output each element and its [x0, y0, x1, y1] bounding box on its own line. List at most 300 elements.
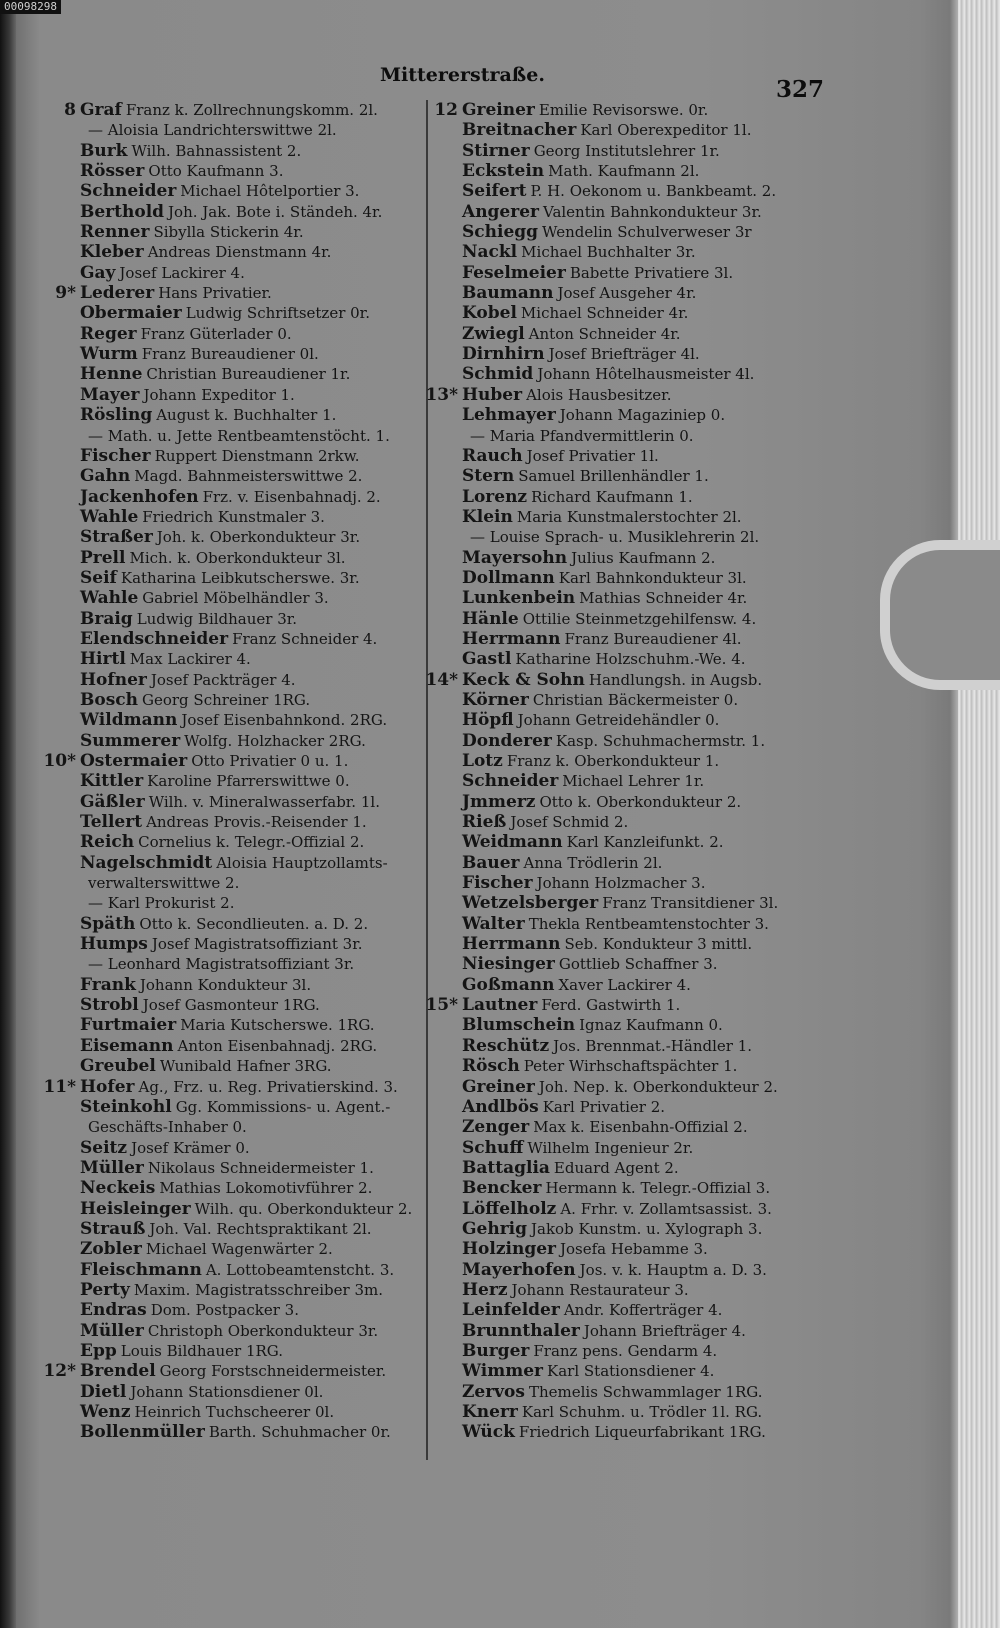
directory-entry — [42, 446, 424, 466]
book-gutter — [0, 0, 16, 1628]
directory-entry — [424, 1077, 804, 1097]
resident-details: Babette Privatiere 3l. — [569, 263, 734, 282]
directory-entry — [424, 283, 804, 303]
directory-entry — [42, 1036, 424, 1056]
directory-entry — [424, 1138, 804, 1158]
resident-surname: Stirner — [462, 140, 530, 161]
resident-details: Karl Stationsdiener 4. — [547, 1362, 715, 1381]
resident-details: Christian Bureaudiener 1r. — [146, 365, 351, 384]
resident-details: Andr. Kofferträger 4. — [563, 1301, 723, 1320]
page-edges — [958, 0, 1000, 1628]
resident-surname: Straßer — [80, 527, 153, 548]
directory-entry — [424, 1199, 804, 1219]
resident-surname: Fischer — [80, 445, 151, 466]
resident-details: Joh. Val. Rechtspraktikant 2l. — [149, 1219, 372, 1238]
resident-details: Hans Privatier. — [158, 284, 272, 303]
directory-entry — [424, 1158, 804, 1178]
directory-entry — [424, 324, 804, 344]
resident-details: Frz. v. Eisenbahnadj. 2. — [202, 487, 381, 506]
resident-surname: Herz — [462, 1279, 508, 1300]
resident-surname: Elendschneider — [80, 628, 229, 649]
resident-details: Christoph Oberkondukteur 3r. — [147, 1321, 379, 1340]
resident-details: Johann Hôtelhausmeister 4l. — [537, 365, 755, 384]
resident-details: Michael Wagenwärter 2. — [145, 1240, 333, 1259]
resident-surname: Klein — [462, 506, 513, 527]
resident-details: Wunibald Hafner 3RG. — [159, 1057, 332, 1076]
resident-surname: Rauch — [462, 445, 523, 466]
resident-details: Johann Briefträger 4. — [583, 1321, 746, 1340]
resident-details: Ferd. Gastwirth 1. — [541, 996, 681, 1015]
resident-surname: Jackenhofen — [80, 486, 199, 507]
resident-details: — Louise Sprach- u. Musiklehrerin 2l. — [470, 528, 760, 547]
directory-entry — [42, 324, 424, 344]
resident-surname: Endras — [80, 1300, 147, 1321]
resident-surname: Löffelholz — [462, 1198, 557, 1219]
directory-entry — [424, 588, 804, 608]
resident-details: Eduard Agent 2. — [553, 1158, 679, 1177]
resident-details: Ag., Frz. u. Reg. Privatierskind. 3. — [138, 1077, 398, 1096]
resident-surname: Baumann — [462, 283, 554, 304]
directory-entry — [42, 263, 424, 283]
resident-details: Mathias Schneider 4r. — [579, 589, 748, 608]
resident-surname: Gastl — [462, 649, 512, 670]
resident-details: Michael Buchhalter 3r. — [521, 243, 696, 262]
resident-details: Nikolaus Schneidermeister 1. — [147, 1158, 374, 1177]
resident-surname: Greiner — [462, 1076, 535, 1097]
resident-surname: Körner — [462, 689, 529, 710]
resident-surname: Holzinger — [462, 1239, 556, 1260]
resident-details: — Math. u. Jette Rentbeamtenstöcht. 1. — [88, 426, 390, 445]
resident-surname: Rösch — [462, 1056, 520, 1077]
directory-entry — [424, 446, 804, 466]
resident-details: Geschäfts-Inhaber 0. — [88, 1118, 247, 1137]
scan-label: 00098298 — [0, 0, 61, 14]
house-number: 8 — [64, 100, 76, 120]
resident-surname: Graf — [80, 100, 122, 120]
resident-surname: Wenz — [80, 1402, 131, 1422]
resident-details: Franz Schneider 4. — [232, 629, 378, 648]
directory-entry — [42, 995, 424, 1015]
directory-entry — [424, 263, 804, 283]
resident-surname: Lorenz — [462, 486, 528, 507]
resident-surname: Lautner — [462, 995, 538, 1016]
resident-details: Otto Kaufmann 3. — [148, 162, 284, 181]
resident-surname: Burk — [80, 140, 128, 161]
directory-entry — [424, 548, 804, 568]
directory-entry — [42, 283, 424, 303]
directory-entry — [42, 609, 424, 629]
resident-details: Josef Schmid 2. — [510, 813, 629, 832]
resident-surname: Schneider — [80, 181, 177, 202]
resident-surname: Frank — [80, 974, 136, 995]
directory-entry — [424, 893, 804, 913]
resident-surname: Strobl — [80, 995, 139, 1016]
resident-surname: Lehmayer — [462, 405, 556, 426]
resident-details: Aloisia Hauptzollamts- — [216, 853, 388, 872]
resident-details: Franz k. Zollrechnungskomm. 2l. — [125, 101, 378, 119]
resident-surname: Humps — [80, 934, 148, 955]
resident-surname: Brendel — [80, 1361, 156, 1382]
resident-details: Hermann k. Telegr.-Offizial 3. — [545, 1179, 771, 1198]
resident-surname: Hofner — [80, 669, 147, 690]
resident-surname: Schuff — [462, 1137, 524, 1158]
resident-surname: Obermaier — [80, 303, 182, 324]
directory-entry — [42, 1015, 424, 1035]
resident-surname: Gäßler — [80, 791, 145, 812]
directory-entry — [42, 873, 424, 893]
resident-details: Andreas Dienstmann 4r. — [147, 243, 332, 262]
resident-details: Ruppert Dienstmann 2rkw. — [154, 446, 360, 465]
resident-surname: Mayerhofen — [462, 1259, 576, 1280]
resident-details: Alois Hausbesitzer. — [526, 385, 672, 404]
directory-entry — [42, 629, 424, 649]
directory-entry — [424, 507, 804, 527]
resident-surname: Gahn — [80, 466, 131, 487]
directory-entry — [424, 832, 804, 852]
resident-details: Joh. Jak. Bote i. Ständeh. 4r. — [168, 202, 383, 221]
house-number: 15* — [425, 995, 458, 1016]
resident-details: Maria Kutscherswe. 1RG. — [180, 1016, 375, 1035]
directory-entry — [424, 1056, 804, 1076]
directory-entry — [42, 588, 424, 608]
resident-details: Johann Magaziniер 0. — [559, 406, 726, 425]
directory-entry — [424, 954, 804, 974]
resident-details: Josefa Hebamme 3. — [560, 1240, 708, 1259]
directory-entry — [424, 385, 804, 405]
resident-details: Georg Schreiner 1RG. — [142, 690, 311, 709]
directory-entry — [42, 100, 424, 120]
resident-details: Xaver Lackirer 4. — [558, 975, 691, 994]
resident-details: Johann Stationsdiener 0l. — [130, 1382, 324, 1401]
left-column — [42, 100, 424, 1443]
resident-details: — Leonhard Magistratsoffiziant 3r. — [88, 955, 355, 974]
resident-surname: Schiegg — [462, 222, 539, 243]
resident-surname: Müller — [80, 1320, 144, 1341]
resident-surname: Wahle — [80, 506, 139, 527]
resident-details: Magd. Bahnmeisterswittwe 2. — [134, 467, 363, 486]
resident-surname: Steinkohl — [80, 1096, 172, 1117]
resident-details: Max Lackirer 4. — [129, 650, 251, 669]
resident-details: Wilh. v. Mineralwasserfabr. 1l. — [148, 792, 380, 811]
resident-details: Gg. Kommissions- u. Agent.- — [175, 1097, 391, 1116]
directory-entry — [424, 975, 804, 995]
resident-surname: Kittler — [80, 771, 144, 792]
resident-details: Otto Privatier 0 u. 1. — [191, 752, 349, 770]
directory-entry — [424, 1117, 804, 1137]
resident-surname: Battaglia — [462, 1157, 550, 1178]
resident-details: Franz pens. Gendarm 4. — [533, 1341, 718, 1360]
resident-details: Jos. v. k. Hauptm a. D. 3. — [579, 1260, 767, 1279]
resident-details: verwalterswittwe 2. — [88, 874, 240, 893]
directory-entry — [42, 1138, 424, 1158]
directory-entry — [42, 364, 424, 384]
resident-details: Anton Eisenbahnadj. 2RG. — [177, 1036, 378, 1055]
resident-details: Otto k. Secondlieuten. a. D. 2. — [139, 914, 369, 933]
directory-entry — [42, 1321, 424, 1341]
directory-entry — [42, 344, 424, 364]
house-number: 14* — [425, 669, 458, 690]
resident-surname: Heisleinger — [80, 1198, 191, 1219]
resident-details: Samuel Brillenhändler 1. — [518, 467, 709, 486]
directory-entry — [42, 568, 424, 588]
resident-surname: Rösling — [80, 405, 153, 426]
directory-entry — [424, 1321, 804, 1341]
resident-surname: Herrmann — [462, 628, 561, 649]
directory-entry — [424, 100, 804, 120]
resident-surname: Wahle — [80, 588, 139, 609]
resident-surname: Gehrig — [462, 1218, 527, 1239]
resident-surname: Schneider — [462, 771, 559, 792]
resident-surname: Angerer — [462, 201, 539, 222]
resident-surname: Tellert — [80, 812, 143, 833]
resident-details: Gottlieb Schaffner 3. — [558, 955, 718, 974]
resident-details: Joh. k. Oberkondukteur 3r. — [156, 528, 361, 547]
directory-entry — [424, 120, 804, 140]
resident-surname: Burger — [462, 1340, 530, 1361]
resident-surname: Seif — [80, 567, 117, 588]
resident-details: Katharine Holzschuhm.-We. 4. — [515, 650, 746, 669]
resident-details: Franz k. Oberkondukteur 1. — [506, 752, 720, 770]
directory-entry — [42, 832, 424, 852]
directory-entry — [424, 1015, 804, 1035]
directory-entry — [424, 995, 804, 1015]
directory-entry — [424, 1178, 804, 1198]
resident-surname: Lotz — [462, 751, 503, 771]
resident-surname: Lederer — [80, 283, 155, 304]
directory-entry — [424, 609, 804, 629]
resident-surname: Höpfl — [462, 710, 514, 731]
directory-entry — [424, 141, 804, 161]
resident-details: Joh. Nep. k. Oberkondukteur 2. — [538, 1077, 778, 1096]
directory-entry — [42, 649, 424, 669]
resident-details: Karl Oberexpeditor 1l. — [580, 121, 752, 140]
resident-surname: Strauß — [80, 1218, 146, 1239]
resident-surname: Stern — [462, 466, 515, 487]
directory-entry — [424, 751, 804, 771]
resident-details: Mich. k. Oberkondukteur 3l. — [129, 548, 346, 567]
resident-surname: Feselmeier — [462, 262, 566, 283]
resident-surname: Dollmann — [462, 567, 555, 588]
resident-details: August k. Buchhalter 1. — [156, 406, 337, 425]
resident-surname: Zwiegl — [462, 323, 525, 344]
resident-surname: Nackl — [462, 242, 518, 263]
resident-details: Josef Privatier 1l. — [526, 446, 659, 465]
resident-surname: Rieß — [462, 812, 507, 833]
directory-entry — [42, 914, 424, 934]
paper-clip — [880, 540, 1000, 690]
resident-details: Michael Hôtelportier 3. — [180, 182, 360, 201]
directory-entry — [424, 161, 804, 181]
directory-entry — [42, 1199, 424, 1219]
directory-entry — [424, 222, 804, 242]
resident-surname: Neckeis — [80, 1178, 156, 1199]
resident-details: Wendelin Schulverweser 3r — [542, 223, 752, 242]
directory-entry — [424, 1239, 804, 1259]
resident-surname: Donderer — [462, 730, 552, 751]
resident-surname: Reich — [80, 832, 135, 853]
resident-details: Franz Güterlader 0. — [140, 324, 292, 343]
resident-surname: Seitz — [80, 1137, 128, 1158]
directory-entry — [424, 1300, 804, 1320]
resident-surname: Wück — [462, 1422, 515, 1443]
directory-entry — [42, 975, 424, 995]
resident-details: Valentin Bahnkondukteur 3r. — [542, 202, 762, 221]
resident-surname: Furtmaier — [80, 1015, 177, 1036]
directory-entry — [424, 466, 804, 486]
directory-entry — [42, 426, 424, 446]
resident-details: Josef Krämer 0. — [131, 1138, 250, 1157]
directory-entry — [42, 1178, 424, 1198]
resident-surname: Henne — [80, 364, 143, 385]
resident-details: Franz Bureaudiener 0l. — [141, 345, 319, 364]
directory-entry — [42, 1422, 424, 1442]
directory-entry — [424, 426, 804, 446]
resident-details: Themelis Schwammlager 1RG. — [528, 1382, 763, 1401]
resident-surname: Bosch — [80, 689, 138, 710]
directory-entry — [42, 690, 424, 710]
directory-entry — [42, 893, 424, 913]
resident-surname: Wildmann — [80, 710, 178, 731]
resident-details: Richard Kaufmann 1. — [531, 487, 693, 506]
resident-details: Andreas Provis.-Reisender 1. — [146, 813, 367, 832]
resident-surname: Wetzelsberger — [462, 893, 599, 914]
resident-details: Gabriel Möbelhändler 3. — [142, 589, 329, 608]
resident-surname: Reger — [80, 323, 137, 344]
directory-entry — [42, 1300, 424, 1320]
directory-entry — [42, 222, 424, 242]
resident-surname: Schmid — [462, 364, 534, 385]
directory-entry — [42, 751, 424, 771]
resident-details: Michael Lehrer 1r. — [562, 772, 705, 791]
directory-entry — [42, 792, 424, 812]
directory-entry — [42, 1382, 424, 1402]
directory-entry — [42, 1077, 424, 1097]
resident-surname: Hofer — [80, 1076, 135, 1097]
directory-entry — [424, 1361, 804, 1381]
resident-surname: Eckstein — [462, 161, 545, 182]
directory-entry — [424, 1219, 804, 1239]
directory-entry — [42, 812, 424, 832]
directory-entry — [42, 934, 424, 954]
resident-surname: Epp — [80, 1340, 117, 1361]
resident-details: Georg Institutslehrer 1r. — [533, 141, 720, 160]
resident-surname: Ostermaier — [80, 751, 188, 771]
directory-entry — [424, 1422, 804, 1442]
resident-surname: Walter — [462, 913, 525, 934]
resident-details: Thekla Rentbeamtenstochter 3. — [528, 914, 769, 933]
resident-details: Friedrich Kunstmaler 3. — [142, 507, 325, 526]
resident-details: Ignaz Kaufmann 0. — [579, 1016, 723, 1035]
resident-details: Georg Forstschneidermeister. — [159, 1362, 387, 1381]
directory-entry — [42, 1097, 424, 1117]
resident-details: P. H. Oekonom u. Bankbeamt. 2. — [530, 182, 777, 201]
resident-details: Louis Bildhauer 1RG. — [120, 1341, 284, 1360]
directory-entry — [42, 242, 424, 262]
directory-entry — [424, 303, 804, 323]
house-number: 9* — [55, 283, 76, 304]
page-number: 327 — [775, 76, 824, 103]
resident-details: — Maria Pfandvermittlerin 0. — [470, 426, 694, 445]
resident-surname: Eisemann — [80, 1035, 174, 1056]
resident-surname: Nagelschmidt — [80, 852, 213, 873]
resident-surname: Bollenmüller — [80, 1422, 205, 1443]
resident-details: Josef Eisenbahnkond. 2RG. — [181, 711, 388, 730]
directory-entry — [424, 934, 804, 954]
resident-surname: Greiner — [462, 100, 535, 120]
directory-entry — [424, 1341, 804, 1361]
directory-entry — [42, 405, 424, 425]
resident-details: Karl Bahnkondukteur 3l. — [558, 568, 747, 587]
resident-details: Maxim. Magistratsschreiber 3m. — [133, 1280, 383, 1299]
resident-details: Josef Magistratsoffiziant 3r. — [151, 935, 363, 954]
resident-details: Karoline Pfarrerswittwe 0. — [147, 772, 350, 791]
resident-details: Karl Schuhm. u. Trödler 1l. RG. — [521, 1403, 763, 1421]
resident-surname: Zenger — [462, 1117, 530, 1138]
directory-entry — [42, 1158, 424, 1178]
resident-surname: Mayersohn — [462, 547, 568, 568]
resident-surname: Mayer — [80, 384, 140, 405]
resident-details: Friedrich Liqueurfabrikant 1RG. — [518, 1423, 766, 1442]
directory-entry — [42, 120, 424, 140]
directory-entry — [424, 1097, 804, 1117]
resident-details: Johann Holzmacher 3. — [536, 874, 706, 893]
resident-surname: Fischer — [462, 873, 533, 894]
directory-entry — [424, 812, 804, 832]
resident-details: Seb. Kondukteur 3 mittl. — [564, 935, 753, 954]
directory-entry — [42, 466, 424, 486]
directory-entry — [424, 568, 804, 588]
resident-surname: Hänle — [462, 608, 519, 629]
resident-details: Otto k. Oberkondukteur 2. — [539, 792, 742, 811]
resident-surname: Knerr — [462, 1402, 518, 1422]
resident-details: — Karl Prokurist 2. — [88, 894, 235, 913]
house-number: 11* — [43, 1076, 76, 1097]
resident-surname: Kobel — [462, 303, 517, 324]
resident-surname: Müller — [80, 1157, 144, 1178]
resident-details: Peter Wirhschaftspächter 1. — [523, 1057, 738, 1076]
directory-entry — [424, 1382, 804, 1402]
directory-entry — [424, 853, 804, 873]
directory-entry — [42, 710, 424, 730]
resident-details: Julius Kaufmann 2. — [571, 548, 716, 567]
resident-details: Dom. Postpacker 3. — [150, 1301, 299, 1320]
house-number: 12 — [434, 100, 458, 120]
resident-surname: Weidmann — [462, 832, 563, 853]
resident-surname: Lunkenbein — [462, 588, 576, 609]
resident-details: Ludwig Schriftsetzer 0r. — [185, 304, 370, 323]
directory-entry — [424, 731, 804, 751]
directory-entry — [42, 161, 424, 181]
directory-entry — [424, 792, 804, 812]
directory-entry — [424, 202, 804, 222]
resident-surname: Bauer — [462, 852, 520, 873]
resident-surname: Reschütz — [462, 1035, 550, 1056]
directory-entry — [42, 181, 424, 201]
resident-details: Karl Kanzleifunkt. 2. — [566, 833, 724, 852]
resident-details: Wilh. Bahnassistent 2. — [131, 141, 302, 160]
directory-entry — [424, 1260, 804, 1280]
directory-entry — [424, 405, 804, 425]
directory-entry — [42, 670, 424, 690]
directory-entry — [424, 629, 804, 649]
house-number: 12* — [43, 1361, 76, 1382]
directory-entry — [424, 1280, 804, 1300]
resident-details: Christian Bäckermeister 0. — [532, 690, 739, 709]
directory-entry — [424, 914, 804, 934]
resident-details: Wilhelm Ingenieur 2r. — [527, 1138, 694, 1157]
resident-details: Kasp. Schuhmachermstr. 1. — [555, 731, 766, 750]
directory-entry — [42, 771, 424, 791]
